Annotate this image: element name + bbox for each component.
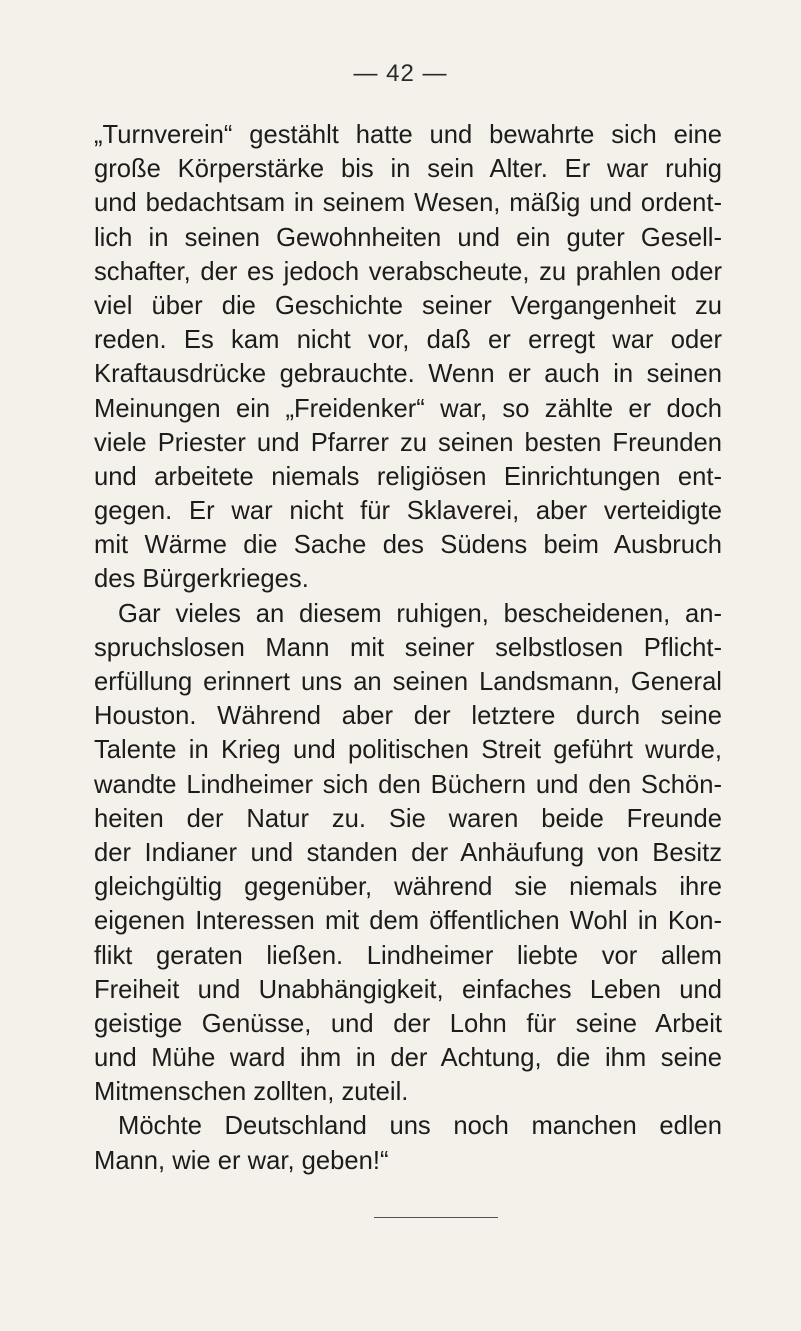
page-number: — 42 — <box>353 60 448 87</box>
text-line: Talente in Krieg und politischen Streit geführt wurde, <box>94 736 722 765</box>
text-line: geistige Genüsse, und der Lohn für seine Arbeit <box>94 1009 722 1038</box>
text-line: des Bürgerkrieges. <box>94 565 309 594</box>
text-line: Mitmenschen zollten, zuteil. <box>94 1078 409 1107</box>
text-line: Meinungen ein „Freidenker“ war, so zählte er doch <box>94 394 722 423</box>
text-line: wandte Lindheimer sich den Büchern und den Schön- <box>94 770 722 799</box>
text-line: der Indianer und standen der Anhäufung von Besitz <box>94 838 722 867</box>
text-line: viele Priester und Pfarrer zu seinen besten Freunden <box>94 428 722 457</box>
section-divider <box>374 1217 498 1218</box>
text-line: erfüllung erinnert uns an seinen Landsmann, General <box>94 668 722 696</box>
text-line: große Körperstärke bis in sein Alter. Er war ruhig <box>94 155 722 184</box>
text-line: Mann, wie er war, geben!“ <box>94 1146 389 1175</box>
text-line: Freiheit und Unabhängigkeit, einfaches Leben und <box>94 975 722 1004</box>
text-line: eigenen Interessen mit dem öffentlichen Wohl in Kon- <box>94 907 722 936</box>
text-line: mit Wärme die Sache des Südens beim Ausbruch <box>94 531 722 560</box>
paragraph-start-line: Gar vieles an diesem ruhigen, bescheidenen, an- <box>118 599 722 628</box>
text-line: und Mühe ward ihm in der Achtung, die ihm seine <box>94 1044 722 1073</box>
body-text <box>94 118 722 1178</box>
text-line: spruchslosen Mann mit seiner selbstlosen Pflicht- <box>94 633 722 662</box>
text-line: und bedachtsam in seinem Wesen, mäßig und ordent- <box>94 189 722 218</box>
text-line: „Turnverein“ gestählt hatte und bewahrte sich eine <box>94 121 722 149</box>
text-line: heiten der Natur zu. Sie waren beide Freunde <box>94 804 722 833</box>
text-line: Kraftausdrücke gebrauchte. Wenn er auch in seinen <box>94 360 722 389</box>
text-line: lich in seinen Gewohnheiten und ein guter Gesell- <box>94 223 722 252</box>
paragraph-start-line: Möchte Deutschland uns noch manchen edlen <box>118 1112 722 1141</box>
text-line: flikt geraten ließen. Lindheimer liebte vor allem <box>94 941 722 970</box>
text-line: Houston. Während aber der letztere durch seine <box>94 702 722 731</box>
text-line: gegen. Er war nicht für Sklaverei, aber verteidigte <box>94 497 722 526</box>
text-line: und arbeitete niemals religiösen Einrichtungen ent- <box>94 462 722 491</box>
text-line: reden. Es kam nicht vor, daß er erregt war oder <box>94 326 722 355</box>
text-line: viel über die Geschichte seiner Vergangenheit zu <box>94 291 722 320</box>
text-line: gleichgültig gegenüber, während sie niemals ihre <box>94 873 722 902</box>
text-line: schafter, der es jedoch verabscheute, zu prahlen oder <box>94 257 722 286</box>
